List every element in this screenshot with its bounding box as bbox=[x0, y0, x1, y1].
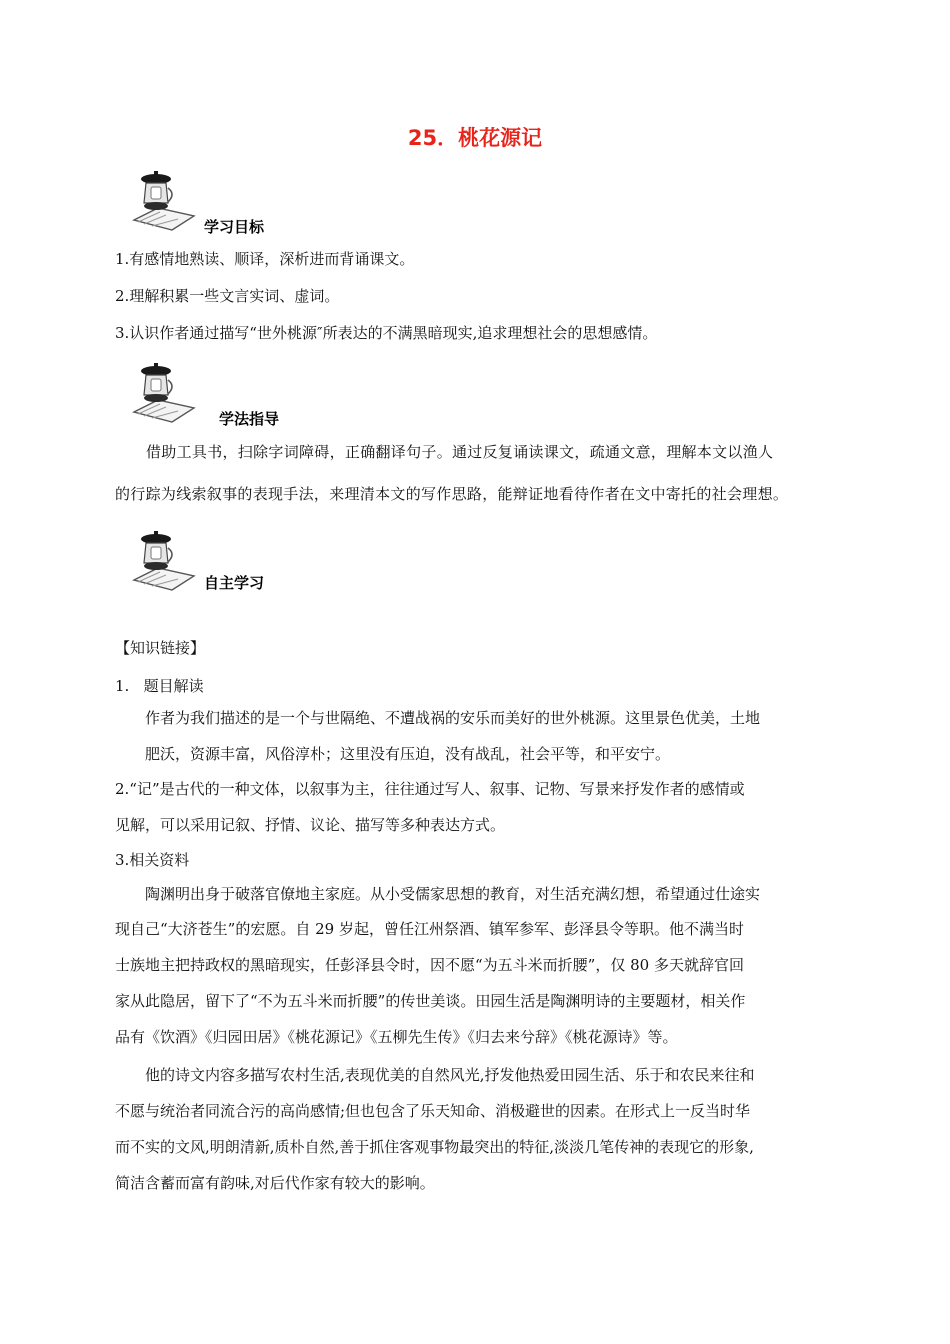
lamp-icon bbox=[130, 170, 200, 234]
method-line: 的行踪为线索叙事的表现手法，来理清本文的写作思路，能辩证地看待作者在文中寄托的社会理想。 bbox=[115, 485, 789, 503]
lamp-icon bbox=[130, 530, 200, 594]
bio-line: 家从此隐居，留下了“不为五斗米而折腰”的传世美谈。田园生活是陶渊明诗的主要题材，相关作 bbox=[115, 992, 746, 1010]
knowledge-text-line: 见解，可以采用记叙、抒情、议论、描写等多种表达方式。 bbox=[115, 816, 506, 834]
style-line: 简洁含蓄而富有韵味,对后代作家有较大的影响。 bbox=[115, 1174, 435, 1192]
bio-line: 品有《饮酒》《归园田居》《桃花源记》《五柳先生传》《归去来兮辞》《桃花源诗》等。 bbox=[115, 1028, 678, 1046]
knowledge-item-title: 3.相关资料 bbox=[115, 851, 190, 869]
bio-line: 现自己“大济苍生”的宏愿。自 29 岁起，曾任江州祭酒、镇军参军、彭泽县令等职。他不满当时 bbox=[115, 920, 744, 938]
knowledge-text-line: 肥沃，资源丰富，风俗淳朴；这里没有压迫，没有战乱，社会平等，和平安宁。 bbox=[145, 745, 671, 763]
knowledge-item-title: 1. 题目解读 bbox=[115, 677, 204, 695]
style-line: 他的诗文内容多描写农村生活,表现优美的自然风光,抒发他热爱田园生活、乐于和农民来往和 bbox=[145, 1066, 755, 1084]
bio-line: 士族地主把持政权的黑暗现实，任彭泽县令时，因不愿“为五斗米而折腰”，仅 80 多天就辞官回 bbox=[115, 956, 744, 974]
goal-item: 1.有感情地熟读、顺译，深析进而背诵课文。 bbox=[115, 250, 415, 268]
bio-line: 陶渊明出身于破落官僚地主家庭。从小受儒家思想的教育，对生活充满幻想，希望通过仕途实 bbox=[145, 885, 761, 903]
section-heading-goals: 学习目标 bbox=[204, 218, 265, 236]
goal-item: 2.理解积累一些文言实词、虚词。 bbox=[115, 287, 340, 305]
goal-item: 3.认识作者通过描写“世外桃源″所表达的不满黑暗现实,追求理想社会的思想感情。 bbox=[115, 324, 658, 342]
knowledge-text-line: 2.“记”是古代的一种文体，以叙事为主，往往通过写人、叙事、记物、写景来抒发作者的感情或 bbox=[115, 780, 745, 798]
knowledge-label: 【知识链接】 bbox=[115, 639, 206, 657]
knowledge-text-line: 作者为我们描述的是一个与世隔绝、不遭战祸的安乐而美好的世外桃源。这里景色优美，土地 bbox=[145, 709, 761, 727]
method-line: 借助工具书，扫除字词障碍，正确翻译句子。通过反复诵读课文，疏通文意，理解本文以渔人 bbox=[146, 443, 774, 461]
section-heading-self-study: 自主学习 bbox=[204, 574, 265, 592]
style-line: 而不实的文风,明朗清新,质朴自然,善于抓住客观事物最突出的特征,淡淡几笔传神的表现它的形象, bbox=[115, 1138, 754, 1156]
style-line: 不愿与统治者同流合污的高尚感情;但也包含了乐天知命、消极避世的因素。在形式上一反当时华 bbox=[115, 1102, 751, 1120]
lamp-icon bbox=[130, 362, 200, 426]
page-title: 25．桃花源记 bbox=[407, 126, 543, 150]
section-heading-method: 学法指导 bbox=[219, 410, 280, 428]
